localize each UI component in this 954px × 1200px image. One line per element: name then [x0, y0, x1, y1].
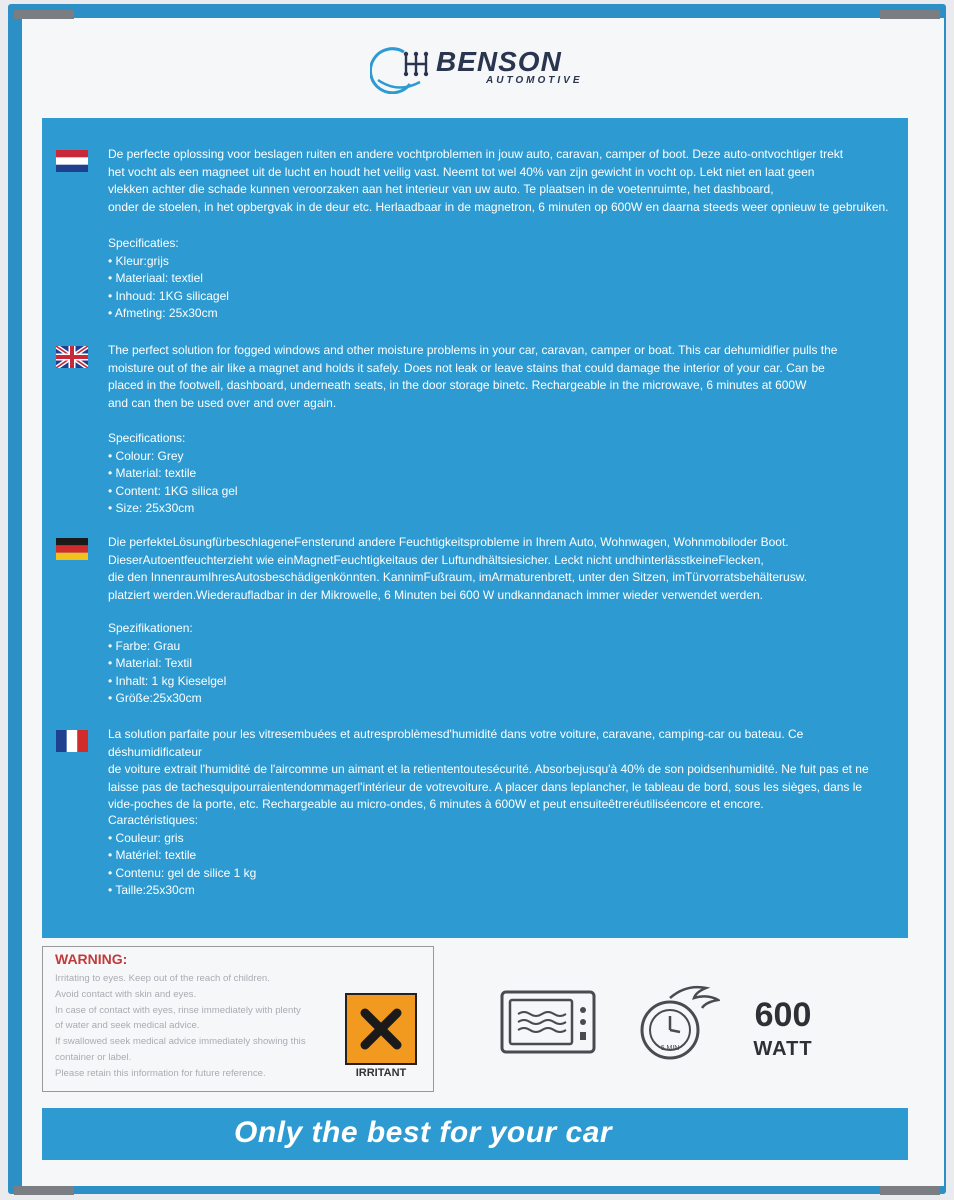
- brand-logo: [370, 44, 610, 94]
- warning-title: WARNING:: [55, 951, 128, 967]
- spec-item: • Contenu: gel de silice 1 kg: [108, 865, 257, 880]
- irritant-hazard-icon: [345, 993, 417, 1065]
- gearshift-logo-icon: [370, 44, 436, 94]
- description-panel: [42, 118, 908, 938]
- slogan-banner: [42, 1108, 908, 1160]
- description-text: Die perfekteLösungfürbeschlageneFensterund andere Feuchtigkeitsprobleme in Ihrem Auto, Wohnwagen, Wohnmobiloder Boot. DieserAutoentfeuchterzieht wie einMagnetFeuchtigkeitaus der Luftundhältsiesicher. Leckt nicht undhinterlässtkeineFlecken, die den InnenraumIhresAutosbeschädigenkönnten. KannimFußraum, imArmaturenbrett, unter den Sitzen, imTürvorratsbehälterusw. platziert werden.Wiederaufladbar in der Mikrowelle, 6 Minuten bei 600 W undkanndanach immer wieder verwendet werden.: [108, 535, 808, 602]
- specs-title: Caractéristiques:: [108, 813, 199, 827]
- netherlands-flag-icon: [56, 150, 88, 172]
- germany-flag-icon: [56, 538, 88, 560]
- spec-item: • Size: 25x30cm: [108, 501, 195, 515]
- spec-item: • Taille:25x30cm: [108, 883, 195, 897]
- spec-item: • Inhoud: 1KG silicagel: [108, 288, 229, 303]
- specs-title: Spezifikationen:: [108, 621, 193, 635]
- spec-item: • Material: Textil: [108, 656, 193, 670]
- warning-text: Irritating to eyes. Keep out of the reach of children. Avoid contact with skin and eyes. In case of contact with eyes, rinse immediately with plenty of water and seek medical advice. If swallowed seek medical advice immediately showing this container or label. Please retain this information for future reference.: [55, 973, 306, 1079]
- spec-item: • Inhalt: 1 kg Kieselgel: [108, 673, 227, 688]
- spec-item: • Größe:25x30cm: [108, 691, 202, 705]
- spec-item: • Colour: Grey: [108, 448, 184, 463]
- spec-item: • Material: textile: [108, 466, 197, 480]
- box-corner: [14, 1186, 74, 1195]
- wattage-value: 600: [754, 996, 812, 1034]
- specs-list: [108, 430, 238, 518]
- spec-item: • Content: 1KG silica gel: [108, 483, 238, 498]
- description-text: The perfect solution for fogged windows and other moisture problems in your car, caravan, camper or boat. This car dehumidifier pulls the moisture out of the air like a magnet and holds it safely. Does not leak or leave stains that could damage the interior of your car. Can be placed in the footwell, dashboard, underneath seats, in the door storage binetc. Rechargeable in the microwave, 6 minutes at 600W and can then be used over and over again.: [108, 343, 838, 410]
- wattage-unit: WATT: [753, 1038, 813, 1060]
- box-corner: [880, 10, 940, 19]
- description-text: La solution parfaite pour les vitresembuées et autresproblèmesd'humidité dans votre voiture, caravane, camping-car ou bateau. Ce déshumidificateur de voiture extrait l'humidité de l'aircomme un aimant et la retiententoutesécurité. Absorbejusqu'à 40% de son poidsenhumidité. Ne fuit pas et ne laisse pas de tachesquipourraientendommagerl'intérieur de votrevoiture. A placer dans leplancher, le tableau de bord, sous les sièges, dans le vide-poches de la porte, etc. Rechargeable au micro-ondes, 6 minutes à 600W et peut ensuiteêtreréutiliséencore et encore.: [108, 727, 869, 811]
- spec-item: • Materiaal: textiel: [108, 271, 203, 285]
- microwave-icon: [500, 990, 596, 1054]
- spec-item: • Kleur:grijs: [108, 253, 169, 268]
- box-corner: [14, 10, 74, 19]
- timer-icon: [636, 984, 720, 1066]
- brand-subtitle: AUTOMOTIVE: [486, 75, 583, 86]
- spec-item: • Matériel: textile: [108, 848, 197, 862]
- france-flag-icon: [56, 730, 88, 752]
- brand-name: BENSON: [436, 46, 562, 77]
- timer-label: 6 MIN: [660, 1045, 680, 1052]
- specs-list: [108, 812, 256, 900]
- slogan-text: Only the best for your car: [234, 1116, 613, 1149]
- specs-title: Specifications:: [108, 431, 186, 445]
- spec-item: • Couleur: gris: [108, 830, 184, 845]
- description-text: De perfecte oplossing voor beslagen ruiten en andere vochtproblemen in jouw auto, caravan, camper of boot. Deze auto-ontvochtiger trekt het vocht als een magneet uit de lucht en houdt het veilig vast. Neemt tot wel 40% van zijn gewicht in vocht op. Lekt niet en laat geen vlekken achter die schade kunnen veroorzaken aan het interieur van uw auto. Te plaatsen in de voetenruimte, het dashboard, onder de stoelen, in het opbergvak in de deur etc. Herlaadbaar in de magnetron, 6 minuten op 600W en daarna steeds weer opnieuw te gebruiken.: [108, 147, 889, 214]
- specs-title: Specificaties:: [108, 236, 179, 250]
- spec-item: • Farbe: Grau: [108, 638, 181, 653]
- spec-item: • Afmeting: 25x30cm: [108, 306, 218, 320]
- specs-list: [108, 620, 226, 708]
- box-corner: [880, 1186, 940, 1195]
- hazard-label: IRRITANT: [355, 1067, 407, 1079]
- specs-list: [108, 235, 229, 323]
- warning-box: [42, 946, 434, 1092]
- uk-flag-icon: [56, 346, 88, 368]
